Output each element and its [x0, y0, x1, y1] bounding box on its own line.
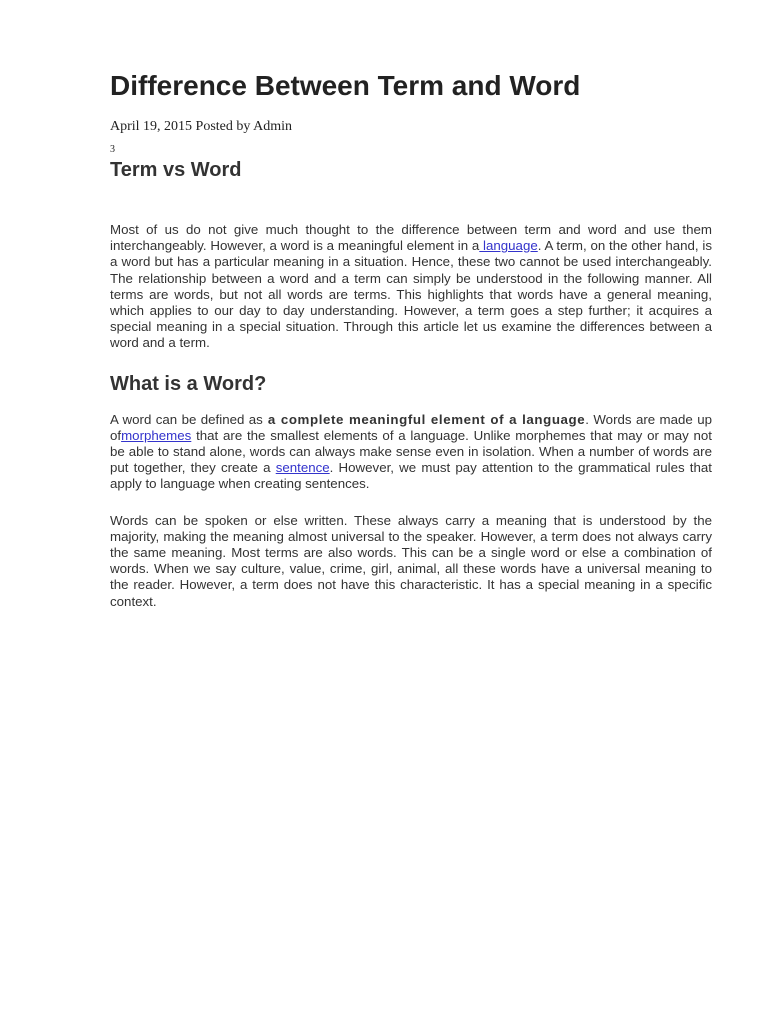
- word-def-strong: a complete meaningful element of a language: [262, 411, 586, 427]
- article: [110, 0, 712, 610]
- intro-text-2: . A term, on the other hand, is a word but has a particular meaning in a situation. Hence, these two cannot be used interchangeably. The relationship between a word and a term can simply be understood in the following manner. All terms are words, but not all words are terms. This highlights that words have a general meaning, which applies to our day to day understanding. However, a term goes a step further; it acquires a special meaning in a special situation. Through this article let us examine the differences between a word and a term.: [110, 238, 712, 351]
- heading-term-vs-word: Term vs Word: [110, 159, 242, 181]
- word-definition-paragraph: [110, 412, 712, 493]
- morphemes-link[interactable]: morphemes: [121, 427, 192, 443]
- word-def-text-3: that are the smallest elements of a language. Unlike morphemes that may or may not be able to stand alone, words can always make sense even in isolation. When a number of words are put together, they create a: [110, 427, 712, 476]
- word-def-text-1: A word can be defined as: [110, 411, 263, 427]
- language-link[interactable]: language: [479, 238, 538, 254]
- word-def-text-2: . Words are made up of: [110, 411, 713, 443]
- post-meta: April 19, 2015 Posted by Admin: [110, 119, 293, 134]
- word-def-text-4: . However, we must pay attention to the grammatical rules that apply to language when creating sentences.: [110, 460, 712, 492]
- comment-count: 3: [110, 144, 115, 155]
- intro-text-1: Most of us do not give much thought to the difference between term and word and use them interchangeably. However, a word is a meaningful element in a: [110, 222, 712, 254]
- page-title: Difference Between Term and Word: [110, 70, 581, 101]
- words-spoken-paragraph: Words can be spoken or else written. These always carry a meaning that is understood by the majority, making the meaning almost universal to the speaker. However, a term does not always carry the same meaning. Most terms are also words. This can be a single word or else a combination of words. When we say culture, value, crime, girl, animal, all these words have a universal meaning to the reader. However, a term does not have this characteristic. It has a special meaning in a specific context.: [110, 512, 712, 609]
- sentence-link[interactable]: sentence: [275, 460, 330, 476]
- heading-what-is-a-word: What is a Word?: [110, 372, 267, 395]
- intro-paragraph: [110, 222, 712, 352]
